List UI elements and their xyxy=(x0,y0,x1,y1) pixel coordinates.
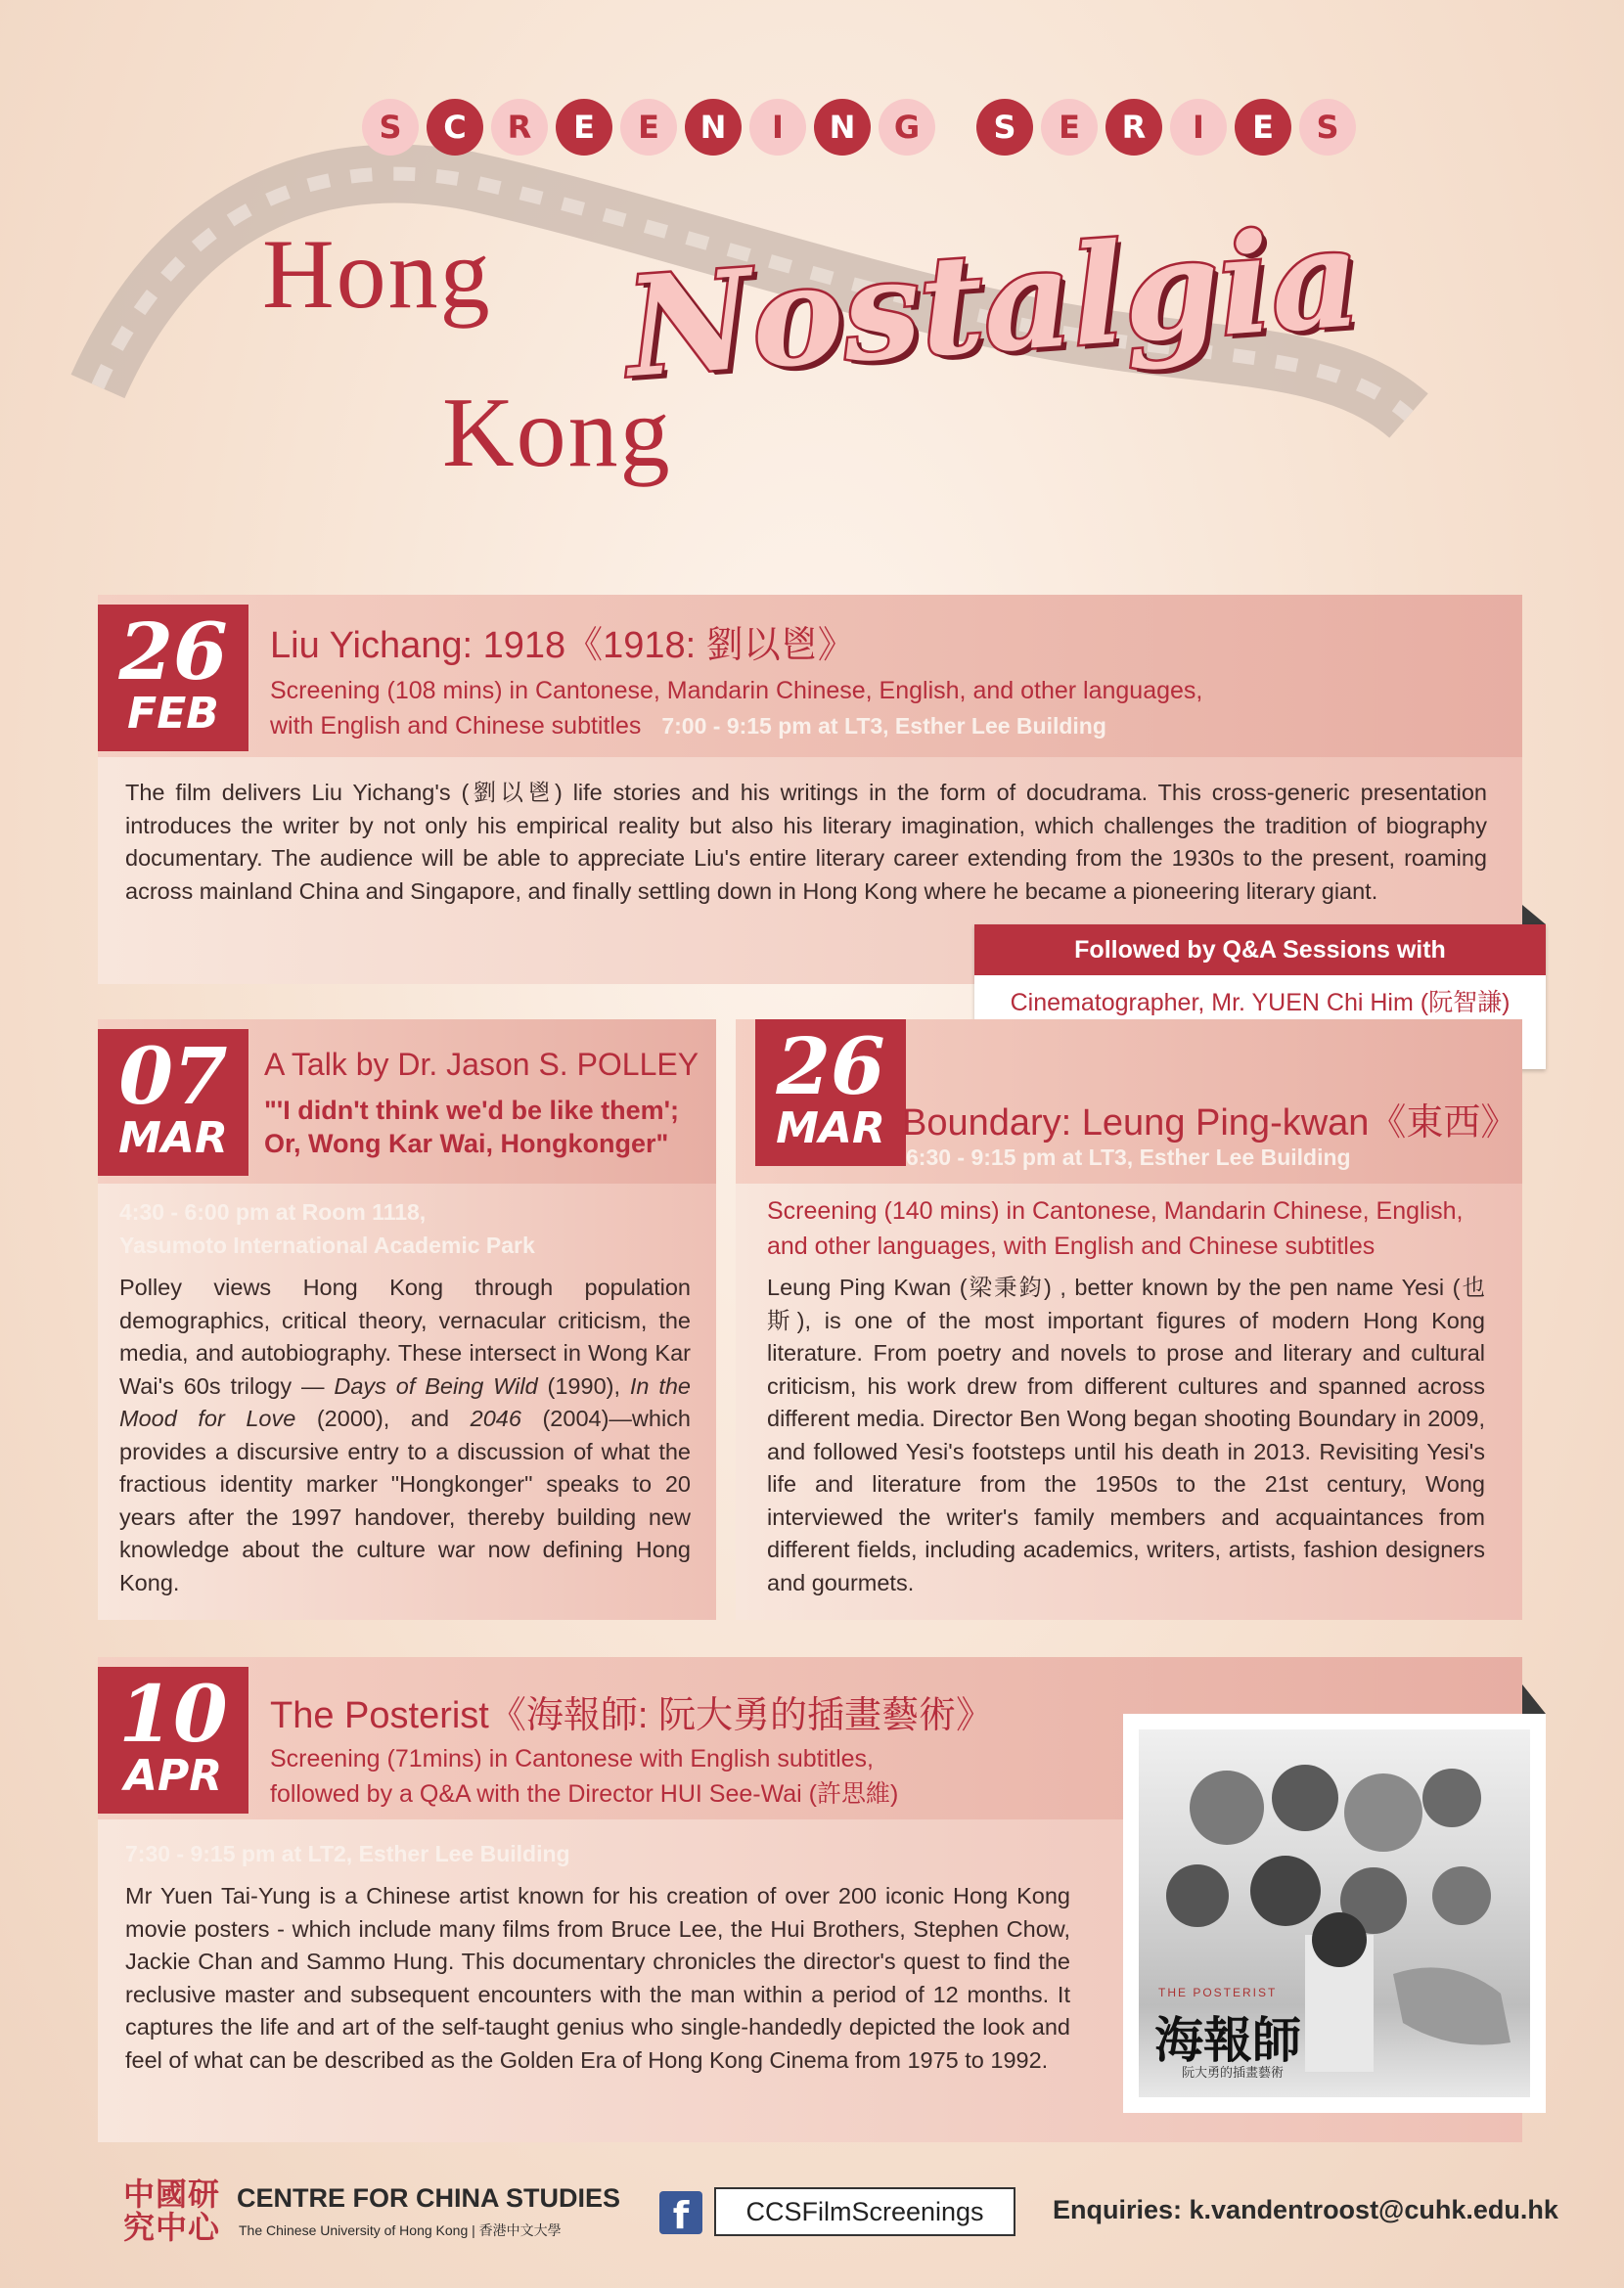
fold-corner xyxy=(1522,1684,1546,1714)
event-subtitle-line: and other languages, with English and Chinese subtitles xyxy=(767,1233,1376,1260)
date-badge xyxy=(98,605,248,751)
date-badge xyxy=(98,1029,248,1176)
series-letter: N xyxy=(814,99,871,156)
date-month: APR xyxy=(123,1751,223,1801)
series-letter: R xyxy=(491,99,548,156)
series-letter: E xyxy=(1235,99,1291,156)
series-letter: R xyxy=(1105,99,1162,156)
event-subtitle: Screening (108 mins) in Cantonese, Mandarin Chinese, English, and other languages, xyxy=(270,677,1203,704)
fold-corner xyxy=(1522,905,1546,924)
the-posterist-poster-image xyxy=(1123,1714,1546,2113)
date-month: MAR xyxy=(776,1103,885,1153)
enquiries-email[interactable]: Enquiries: k.vandentroost@cuhk.edu.hk xyxy=(1053,2195,1558,2224)
series-letter: S xyxy=(1299,99,1356,156)
series-letter: I xyxy=(749,99,806,156)
talk-title-line: Or, Wong Kar Wai, Hongkonger" xyxy=(264,1129,669,1158)
facebook-handle-link[interactable]: CCSFilmScreenings xyxy=(714,2187,1015,2236)
series-letter: E xyxy=(620,99,677,156)
event-description: Leung Ping Kwan (梁秉鈞) , better known by the pen name Yesi (也斯), is one of the most important figures of modern Hong Kong literature. From poetry and novels to prose and literary and cultural criticism, his work drew from different cultures and spanned across different media. Director Ben Wong began shooting Boundary in 2009, and followed Yesi's footsteps until his death in 2013. Revisiting Yesi's life and literature from the 1950s to the 21st century, Wong interviewed the writer's family members and acquaintances from different fields, including academics, writers, artists, fashion designers and gourmets. xyxy=(767,1275,1485,1595)
event-venue-line: 4:30 - 6:00 pm at Room 1118, xyxy=(119,1199,427,1225)
screening-series-banner xyxy=(362,88,1356,166)
event-subtitle-line: Screening (140 mins) in Cantonese, Mandarin Chinese, English, xyxy=(767,1197,1464,1225)
event-description: The film delivers Liu Yichang's (劉以鬯) life stories and his writings in the form of docudrama. This cross-generic presentation introduces the writer by not only his empirical reality but also his literary imagination, which challenges the tradition of biography documentary. The audience will be able to appreciate Liu's entire literary career extending from the 1930s to the present, roaming across mainland China and Singapore, and finally settling down in Hong Kong where he became a pioneering literary giant. xyxy=(125,780,1487,904)
series-letter: G xyxy=(879,99,935,156)
title-kong: Kong xyxy=(442,378,672,488)
event-subtitle xyxy=(270,1741,898,1812)
poster-label-en: THE POSTERIST xyxy=(1158,1986,1278,1999)
film-title: In the Mood for Love xyxy=(119,1372,691,1431)
event-subtitle xyxy=(767,1193,1485,1264)
event-subtitle-line: followed by a Q&A with the Director HUI See-Wai (許思維) xyxy=(270,1780,899,1808)
desc-text: Polley views Hong Kong through population demographics, critical theory, vernacular criticism, the media, and autobiography. These intersect in Wong Kar Wai's 60s trilogy — xyxy=(119,1275,691,1399)
event-subtitle-line: with English and Chinese subtitles xyxy=(270,712,642,740)
event-venue: 7:30 - 9:15 pm at LT2, Esther Lee Building xyxy=(125,1841,570,1866)
date-day: 26 xyxy=(118,606,228,697)
desc-text: (1990), xyxy=(537,1372,630,1399)
date-badge xyxy=(755,1019,906,1166)
series-letter: N xyxy=(685,99,742,156)
qa-heading: Followed by Q&A Sessions with xyxy=(974,924,1546,975)
film-title: 2046 xyxy=(470,1406,521,1431)
desc-text: (2000), and xyxy=(295,1406,471,1431)
date-month: MAR xyxy=(118,1113,228,1163)
org-subtitle: The Chinese University of Hong Kong | 香港中文大學 xyxy=(239,2222,562,2238)
poster-artwork xyxy=(1139,1729,1530,2097)
qa-guest: Cinematographer, Mr. YUEN Chi Him (阮智謙) xyxy=(1010,989,1511,1016)
event-description: Mr Yuen Tai-Yung is a Chinese artist known for his creation of over 200 iconic Hong Kong movie posters - which include many films from Bruce Lee, the Hui Brothers, Stephen Chow, Jackie Chan and Sammo Hung. This documentary chronicles the director's quest to find the reclusive master and subsequent encounters with the man within a period of 12 months. It captures the life and art of the self-taught genius who single-handedly depicted the look and feel of what can be described as the Golden Era of Hong Kong Cinema from 1975 to 1992. xyxy=(125,1883,1070,2073)
series-letter: E xyxy=(556,99,612,156)
org-name: CENTRE FOR CHINA STUDIES xyxy=(237,2183,621,2213)
footer xyxy=(0,2162,1624,2269)
desc-text: (2004)—which provides a discursive entry to a discussion of what the fractious identity marker "Hongkonger" speaks to 20 years after the 1997 handover, thereby building new knowledge about the culture war now defining Hong Kong. xyxy=(119,1406,691,1595)
date-day: 07 xyxy=(118,1030,228,1122)
title-nostalgia: Nostalgia xyxy=(621,198,1366,409)
facebook-icon[interactable]: f xyxy=(659,2191,702,2234)
event-title: Boundary: Leung Ping-kwan《東西》 xyxy=(902,1102,1518,1144)
series-spacer xyxy=(943,99,969,156)
date-month: FEB xyxy=(127,689,219,739)
talk-title xyxy=(264,1094,695,1160)
series-letter: E xyxy=(1041,99,1098,156)
event-title: The Posterist《海報師: 阮大勇的插畫藝術》 xyxy=(270,1695,993,1736)
event-title: A Talk by Dr. Jason S. POLLEY xyxy=(264,1047,699,1082)
film-title: Days of Being Wild xyxy=(334,1372,538,1399)
event-subtitle xyxy=(270,708,1106,743)
event-venue: 7:00 - 9:15 pm at LT3, Esther Lee Building xyxy=(661,713,1106,739)
talk-title-line: "'I didn't think we'd be like them'; xyxy=(264,1096,680,1125)
event-venue-line: Yasumoto International Academic Park xyxy=(119,1233,535,1258)
ccs-logo-mark: 中國研究中心 xyxy=(123,2176,221,2246)
series-letter: S xyxy=(976,99,1033,156)
series-letter: I xyxy=(1170,99,1227,156)
date-badge xyxy=(98,1667,248,1814)
event-venue: 6:30 - 9:15 pm at LT3, Esther Lee Building xyxy=(906,1144,1351,1170)
date-day: 10 xyxy=(118,1668,228,1760)
event-title: Liu Yichang: 1918《1918: 劉以鬯》 xyxy=(270,625,855,666)
poster-label-zh: 海報師 xyxy=(1154,2011,1301,2069)
poster-label-zh-small: 阮大勇的插畫藝術 xyxy=(1182,2065,1285,2080)
series-letter: C xyxy=(427,99,483,156)
date-day: 26 xyxy=(776,1020,885,1112)
title-hong: Hong xyxy=(262,219,492,330)
event-subtitle-line: Screening (71mins) in Cantonese with English subtitles, xyxy=(270,1745,874,1772)
event-description xyxy=(119,1272,691,1599)
event-venue xyxy=(119,1195,535,1262)
series-letter: S xyxy=(362,99,419,156)
